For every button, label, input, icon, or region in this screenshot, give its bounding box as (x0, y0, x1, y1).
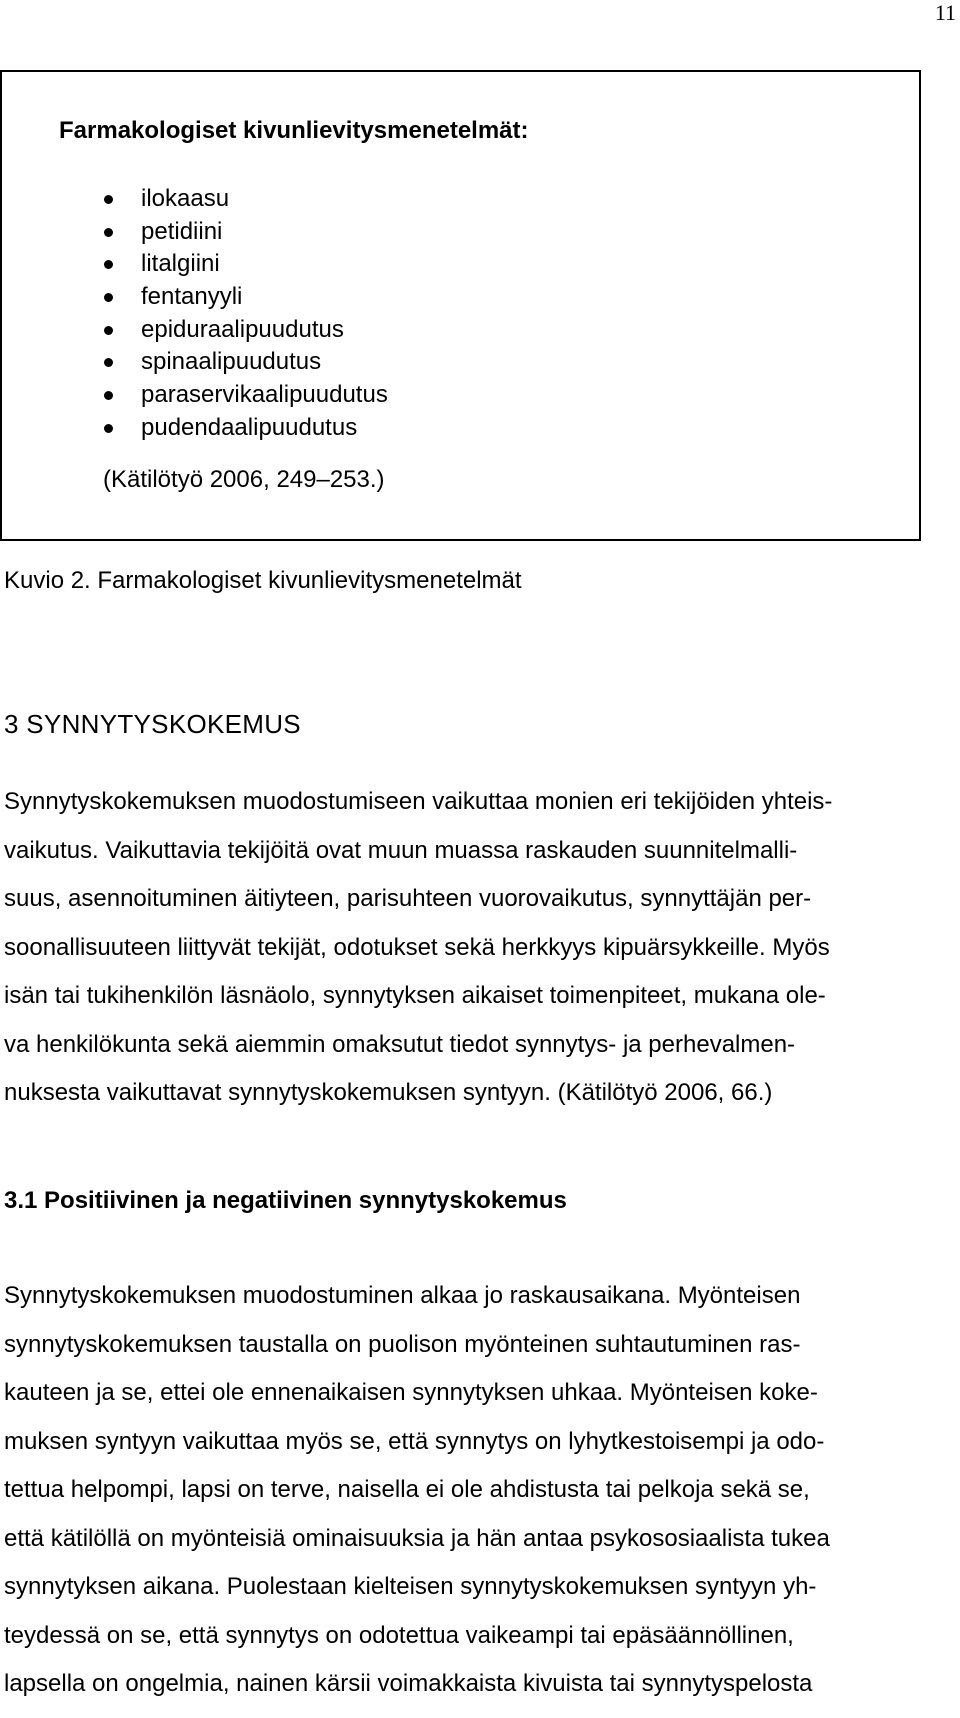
paragraph-line: muksen syntyyn vaikuttaa myös se, että synnytys on lyhytkestoisempi ja odo- (4, 1427, 825, 1455)
list-item-label: fentanyyli (141, 283, 243, 311)
list-item-label: pudendaalipuudutus (141, 413, 358, 441)
list-item (0, 412, 388, 445)
list-item (0, 346, 388, 379)
bullet-icon (104, 195, 113, 204)
paragraph-line: Synnytyskokemuksen muodostumiseen vaikuttaa monien eri tekijöiden yhteis- (4, 788, 833, 815)
bullet-icon (104, 358, 113, 367)
paragraph-line: suus, asennoituminen äitiyteen, parisuhteen vuorovaikutus, synnyttäjän per- (4, 885, 812, 912)
list-item (0, 248, 388, 281)
paragraph-line: lapsella on ongelmia, nainen kärsii voimakkaista kivuista tai synnytyspelosta (4, 1670, 813, 1697)
bullet-icon (104, 391, 113, 400)
list-item (0, 379, 388, 412)
paragraph-line: vaikutus. Vaikuttavia tekijöitä ovat muun muassa raskauden suunnitelmalli- (4, 836, 798, 864)
list-item-label: paraservikaalipuudutus (141, 381, 388, 409)
page-number: 11 (934, 0, 956, 25)
paragraph-line: synnytyksen aikana. Puolestaan kielteisen synnytyskokemuksen syntyyn yh- (4, 1573, 817, 1600)
list-item (0, 216, 388, 249)
paragraph-line: teydessä on se, että synnytys on odotettua vaikeampi tai epäsäännöllinen, (4, 1621, 794, 1649)
paragraph-line: va henkilökunta sekä aiemmin omaksutut tiedot synnytys- ja perhevalmen- (4, 1030, 796, 1058)
list-item (0, 314, 388, 347)
list-item-label: ilokaasu (141, 185, 230, 212)
bullet-icon (104, 228, 113, 237)
figure-source: (Kätilötyö 2006, 249–253.) (103, 466, 385, 493)
paragraph-line: Synnytyskokemuksen muodostuminen alkaa jo raskausaikana. Myönteisen (4, 1282, 801, 1309)
subsection-paragraph (4, 1281, 924, 1718)
figure-title: Farmakologiset kivunlievitysmenetelmät: (59, 117, 529, 144)
list-item (0, 281, 388, 314)
section-paragraph (4, 787, 924, 1127)
list-item-label: litalgiini (141, 250, 220, 278)
paragraph-line: synnytyskokemuksen taustalla on puolison myönteinen suhtautuminen ras- (4, 1330, 801, 1358)
figure-caption: Kuvio 2. Farmakologiset kivunlievitysmenetelmät (4, 567, 522, 594)
figure-list (0, 183, 388, 445)
paragraph-line: että kätilöllä on myönteisiä ominaisuuksia ja hän antaa psykososiaalista tukea (4, 1524, 830, 1552)
bullet-icon (104, 424, 113, 433)
bullet-icon (104, 260, 113, 269)
paragraph-line: kauteen ja se, ettei ole ennenaikaisen synnytyksen uhkaa. Myönteisen koke- (4, 1379, 818, 1406)
list-item (0, 183, 388, 216)
paragraph-line: isän tai tukihenkilön läsnäolo, synnytyksen aikaiset toimenpiteet, mukana ole- (4, 982, 826, 1009)
list-item-label: petidiini (141, 217, 223, 245)
paragraph-line: tettua helpompi, lapsi on terve, naisella ei ole ahdistusta tai pelkoja sekä se, (4, 1476, 810, 1503)
section-heading: 3 SYNNYTYSKOKEMUS (4, 709, 301, 739)
bullet-icon (104, 326, 113, 335)
paragraph-line: soonallisuuteen liittyvät tekijät, odotukset sekä herkkyys kipuärsykkeille. Myös (4, 933, 830, 961)
paragraph-line: nuksesta vaikuttavat synnytyskokemuksen syntyyn. (Kätilötyö 2006, 66.) (4, 1079, 773, 1106)
subsection-heading: 3.1 Positiivinen ja negatiivinen synnytyskokemus (4, 1187, 567, 1214)
bullet-icon (104, 293, 113, 302)
list-item-label: spinaalipuudutus (141, 348, 322, 376)
list-item-label: epiduraalipuudutus (141, 315, 344, 343)
